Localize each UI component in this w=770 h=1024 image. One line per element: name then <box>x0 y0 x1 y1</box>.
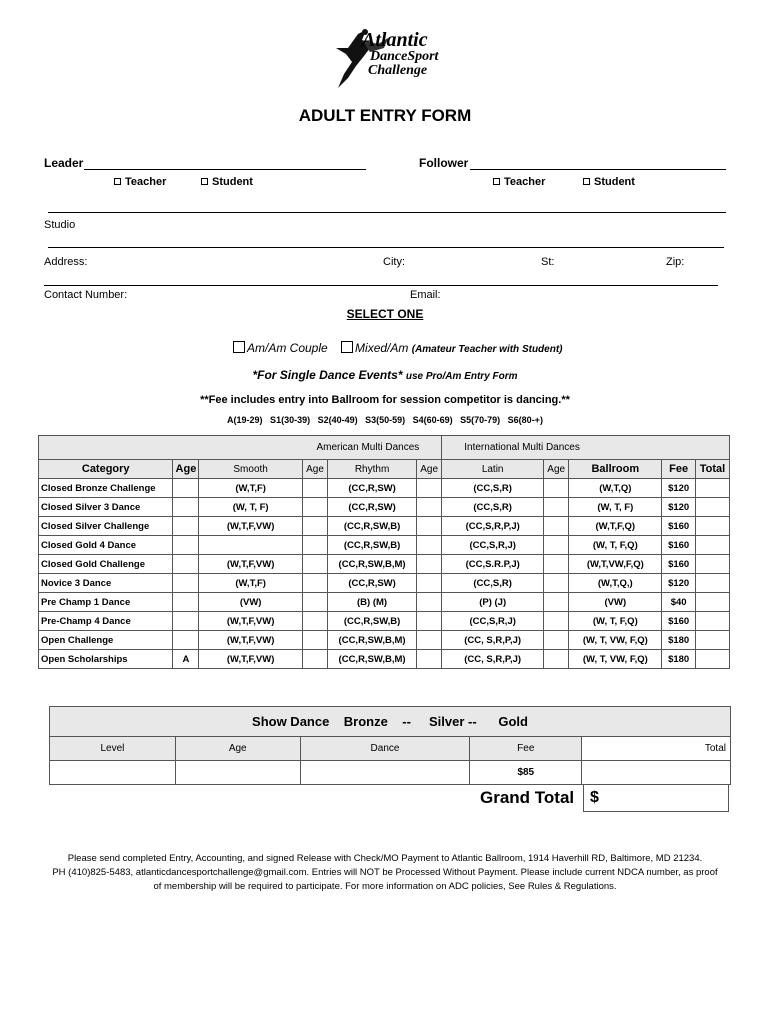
studio-top-line <box>48 212 726 213</box>
footer-line-1: Please send completed Entry, Accounting, and signed Release with Check/MO Payment to Atlantic Ballroom, 1914 Haverhill RD, Baltimore, MD 21234. <box>67 853 703 864</box>
event-logo <box>318 26 448 92</box>
col-age: Age <box>417 460 442 479</box>
col-age: Age <box>302 460 327 479</box>
show-col-level: Level <box>50 737 176 761</box>
table-row <box>39 650 730 669</box>
ballroom-cell: (W,T,Q,) <box>569 574 662 593</box>
form-title: ADULT ENTRY FORM <box>298 106 472 125</box>
footer-line-3: of membership will be required to participate. For more information on ADC policies, See Rules & Regulations. <box>153 881 617 892</box>
single-dance-main: *For Single Dance Events* <box>252 368 403 382</box>
smooth-age-cell[interactable] <box>302 650 327 669</box>
smooth-age-cell[interactable] <box>302 593 327 612</box>
age-cell[interactable] <box>173 517 199 536</box>
fee-note: **Fee includes entry into Ballroom for session competitor is dancing.** <box>200 394 570 406</box>
amam-label: Am/Am Couple <box>247 341 328 355</box>
col-age: Age <box>173 460 199 479</box>
contact-label: Contact Number: <box>44 289 128 301</box>
table-column-header <box>39 460 730 479</box>
rhythm-age-cell[interactable] <box>417 631 442 650</box>
age-cell[interactable] <box>173 574 199 593</box>
latin-cell: (CC,S,R) <box>442 574 544 593</box>
mixed-label: Mixed/Am <box>355 341 409 355</box>
table-row <box>39 555 730 574</box>
smooth-age-cell[interactable] <box>302 536 327 555</box>
smooth-cell: (W,T,F,VW) <box>199 631 302 650</box>
show-dance-cell[interactable] <box>300 761 470 785</box>
latin-cell: (CC,S.R.P,J) <box>442 555 544 574</box>
rhythm-cell: (CC,R,SW,B) <box>328 536 417 555</box>
rhythm-age-cell[interactable] <box>417 498 442 517</box>
ballroom-cell: (W, T, F,Q) <box>569 536 662 555</box>
show-dance-title-row <box>50 707 731 737</box>
checkbox-icon[interactable] <box>493 178 500 185</box>
col-age: Age <box>544 460 569 479</box>
total-cell[interactable] <box>695 555 729 574</box>
address-label: Address: <box>44 256 88 268</box>
show-total-cell[interactable] <box>582 761 731 785</box>
rhythm-cell: (CC,R,SW) <box>328 479 417 498</box>
fee-cell: $160 <box>662 536 696 555</box>
follower-label: Follower <box>419 156 469 170</box>
grand-total-value: $ <box>590 789 599 806</box>
rhythm-age-cell[interactable] <box>417 593 442 612</box>
category-cell: Closed Silver 3 Dance <box>39 498 173 517</box>
mixed-note: (Amateur Teacher with Student) <box>411 344 563 355</box>
col-rhythm: Rhythm <box>328 460 417 479</box>
table-row <box>39 593 730 612</box>
show-col-age: Age <box>175 737 300 761</box>
fee-cell: $160 <box>662 517 696 536</box>
state-label: St: <box>541 256 555 268</box>
latin-cell: (P) (J) <box>442 593 544 612</box>
rhythm-age-cell[interactable] <box>417 479 442 498</box>
select-one-heading: SELECT ONE <box>346 307 424 321</box>
event-rows <box>39 479 730 669</box>
latin-age-cell[interactable] <box>544 536 569 555</box>
latin-cell: (CC,S,R,J) <box>442 612 544 631</box>
ballroom-cell: (W, T, VW, F,Q) <box>569 650 662 669</box>
age-cell[interactable] <box>173 479 199 498</box>
rhythm-age-cell[interactable] <box>417 536 442 555</box>
follower-teacher-label: Teacher <box>504 176 546 188</box>
category-cell: Pre-Champ 4 Dance <box>39 612 173 631</box>
leader-teacher-label: Teacher <box>125 176 167 188</box>
show-level-cell[interactable] <box>50 761 176 785</box>
col-category: Category <box>39 460 173 479</box>
studio-label: Studio <box>44 219 76 231</box>
follower-student-label: Student <box>594 176 635 188</box>
checkbox-icon[interactable] <box>201 178 208 185</box>
age-cell[interactable] <box>173 593 199 612</box>
fee-cell: $180 <box>662 650 696 669</box>
rhythm-age-cell[interactable] <box>417 650 442 669</box>
smooth-age-cell[interactable] <box>302 555 327 574</box>
fee-cell: $180 <box>662 631 696 650</box>
show-col-dance: Dance <box>300 737 470 761</box>
age-cell[interactable] <box>173 631 199 650</box>
leader-label: Leader <box>44 156 84 170</box>
checkbox-icon[interactable] <box>583 178 590 185</box>
total-cell[interactable] <box>695 536 729 555</box>
latin-age-cell[interactable] <box>544 631 569 650</box>
show-dance-entry-row <box>50 761 731 785</box>
single-dance-note <box>0 368 770 382</box>
latin-age-cell[interactable] <box>544 650 569 669</box>
city-label: City: <box>383 256 405 268</box>
total-cell[interactable] <box>695 479 729 498</box>
leader-teacher-option[interactable] <box>114 176 166 188</box>
latin-cell: (CC, S,R,P,J) <box>442 650 544 669</box>
logo-line-1: Atlantic <box>362 29 428 51</box>
col-ballroom: Ballroom <box>569 460 662 479</box>
fee-cell: $160 <box>662 555 696 574</box>
studio-field[interactable] <box>48 247 724 248</box>
ballroom-cell: (W,T,F,Q) <box>569 517 662 536</box>
rhythm-age-cell[interactable] <box>417 612 442 631</box>
age-cell[interactable] <box>173 498 199 517</box>
table-row <box>39 479 730 498</box>
category-cell: Closed Gold 4 Dance <box>39 536 173 555</box>
grand-total-field[interactable] <box>583 784 729 812</box>
category-cell: Pre Champ 1 Dance <box>39 593 173 612</box>
total-cell[interactable] <box>695 631 729 650</box>
category-cell: Closed Gold Challenge <box>39 555 173 574</box>
total-cell[interactable] <box>695 650 729 669</box>
smooth-cell <box>199 536 302 555</box>
rhythm-cell: (CC,R,SW,B) <box>328 612 417 631</box>
grand-total-label: Grand Total <box>480 788 575 807</box>
checkbox-icon[interactable] <box>233 341 245 353</box>
total-cell[interactable] <box>695 517 729 536</box>
email-label: Email: <box>410 289 441 301</box>
single-dance-sub: use Pro/Am Entry Form <box>405 371 518 382</box>
rhythm-cell: (CC,R,SW) <box>328 574 417 593</box>
latin-age-cell[interactable] <box>544 574 569 593</box>
col-fee: Fee <box>662 460 696 479</box>
leader-student-option[interactable] <box>201 176 253 188</box>
show-fee-cell: $85 <box>470 761 582 785</box>
col-latin: Latin <box>442 460 544 479</box>
rhythm-cell: (CC,R,SW,B,M) <box>328 650 417 669</box>
fee-cell: $160 <box>662 612 696 631</box>
col-total: Total <box>695 460 729 479</box>
ballroom-cell: (VW) <box>569 593 662 612</box>
show-col-fee: Fee <box>470 737 582 761</box>
show-col-total: Total <box>582 737 731 761</box>
table-row <box>39 612 730 631</box>
latin-age-cell[interactable] <box>544 555 569 574</box>
rhythm-cell: (CC,R,SW,B,M) <box>328 631 417 650</box>
category-cell: Open Challenge <box>39 631 173 650</box>
rhythm-cell: (CC,R,SW,B,M) <box>328 555 417 574</box>
table-row <box>39 536 730 555</box>
fee-cell: $40 <box>662 593 696 612</box>
age-groups: A(19-29) S1(30-39) S2(40-49) S3(50-59) S4(60-69) S5(70-79) S6(80-+) <box>227 415 543 425</box>
smooth-cell: (W,T,F,VW) <box>199 612 302 631</box>
follower-field[interactable] <box>470 169 726 170</box>
table-row <box>39 631 730 650</box>
rhythm-cell: (CC,R,SW,B) <box>328 517 417 536</box>
fee-cell: $120 <box>662 479 696 498</box>
smooth-cell: (W,T,F,VW) <box>199 555 302 574</box>
total-cell[interactable] <box>695 574 729 593</box>
leader-student-label: Student <box>212 176 253 188</box>
footer-line-2: PH (410)825-5483, atlanticdancesportchallenge@gmail.com. Entries will NOT be Processed Without Payment. Please include current NDCA number, as proof <box>52 867 718 878</box>
smooth-cell: (W,T,F) <box>199 479 302 498</box>
ballroom-cell: (W, T, VW, F,Q) <box>569 631 662 650</box>
ballroom-cell: (W,T,VW,F,Q) <box>569 555 662 574</box>
zip-label: Zip: <box>666 256 685 268</box>
events-table <box>38 435 730 669</box>
table-row <box>39 574 730 593</box>
rhythm-age-cell[interactable] <box>417 574 442 593</box>
latin-cell: (CC,S,R,J) <box>442 536 544 555</box>
smooth-cell: (W,T,F,VW) <box>199 517 302 536</box>
logo-line-2: DanceSport <box>370 49 439 64</box>
address-field[interactable] <box>44 285 718 286</box>
total-cell[interactable] <box>695 612 729 631</box>
show-dance-title: Show Dance Bronze -- Silver -- Gold <box>50 707 731 737</box>
international-header: International Multi Dances <box>442 436 730 460</box>
total-cell[interactable] <box>695 593 729 612</box>
show-dance-table <box>49 706 731 785</box>
ballroom-cell: (W, T, F,Q) <box>569 612 662 631</box>
ballroom-cell: (W, T, F) <box>569 498 662 517</box>
smooth-age-cell[interactable] <box>302 479 327 498</box>
american-header: American Multi Dances <box>39 436 442 460</box>
category-cell: Open Scholarships <box>39 650 173 669</box>
latin-cell: (CC,S,R) <box>442 479 544 498</box>
smooth-age-cell[interactable] <box>302 498 327 517</box>
rhythm-age-cell[interactable] <box>417 555 442 574</box>
latin-age-cell[interactable] <box>544 498 569 517</box>
age-cell[interactable] <box>173 612 199 631</box>
latin-cell: (CC,S,R,P,J) <box>442 517 544 536</box>
logo-line-3: Challenge <box>368 63 428 78</box>
smooth-age-cell[interactable] <box>302 631 327 650</box>
table-row <box>39 517 730 536</box>
age-cell[interactable]: A <box>173 650 199 669</box>
latin-cell: (CC,S,R) <box>442 498 544 517</box>
smooth-cell: (W,T,F,VW) <box>199 650 302 669</box>
rhythm-cell: (B) (M) <box>328 593 417 612</box>
smooth-cell: (W, T, F) <box>199 498 302 517</box>
category-cell: Novice 3 Dance <box>39 574 173 593</box>
col-smooth: Smooth <box>199 460 302 479</box>
smooth-cell: (W,T,F) <box>199 574 302 593</box>
amam-option[interactable] <box>233 341 328 355</box>
follower-student-option[interactable] <box>583 176 635 188</box>
show-age-cell[interactable] <box>175 761 300 785</box>
table-group-header <box>39 436 730 460</box>
follower-teacher-option[interactable] <box>493 176 545 188</box>
latin-cell: (CC, S,R,P,J) <box>442 631 544 650</box>
latin-age-cell[interactable] <box>544 612 569 631</box>
latin-age-cell[interactable] <box>544 479 569 498</box>
smooth-age-cell[interactable] <box>302 612 327 631</box>
latin-age-cell[interactable] <box>544 517 569 536</box>
smooth-age-cell[interactable] <box>302 574 327 593</box>
age-cell[interactable] <box>173 536 199 555</box>
category-cell: Closed Bronze Challenge <box>39 479 173 498</box>
fee-cell: $120 <box>662 498 696 517</box>
fee-cell: $120 <box>662 574 696 593</box>
smooth-cell: (VW) <box>199 593 302 612</box>
rhythm-age-cell[interactable] <box>417 517 442 536</box>
smooth-age-cell[interactable] <box>302 517 327 536</box>
latin-age-cell[interactable] <box>544 593 569 612</box>
total-cell[interactable] <box>695 498 729 517</box>
leader-field[interactable] <box>84 169 366 170</box>
rhythm-cell: (CC,R,SW) <box>328 498 417 517</box>
age-cell[interactable] <box>173 555 199 574</box>
category-cell: Closed Silver Challenge <box>39 517 173 536</box>
mixed-option[interactable] <box>341 341 562 355</box>
ballroom-cell: (W,T,Q) <box>569 479 662 498</box>
checkbox-icon[interactable] <box>341 341 353 353</box>
checkbox-icon[interactable] <box>114 178 121 185</box>
table-row <box>39 498 730 517</box>
show-dance-header-row <box>50 737 731 761</box>
division-options <box>233 341 563 355</box>
